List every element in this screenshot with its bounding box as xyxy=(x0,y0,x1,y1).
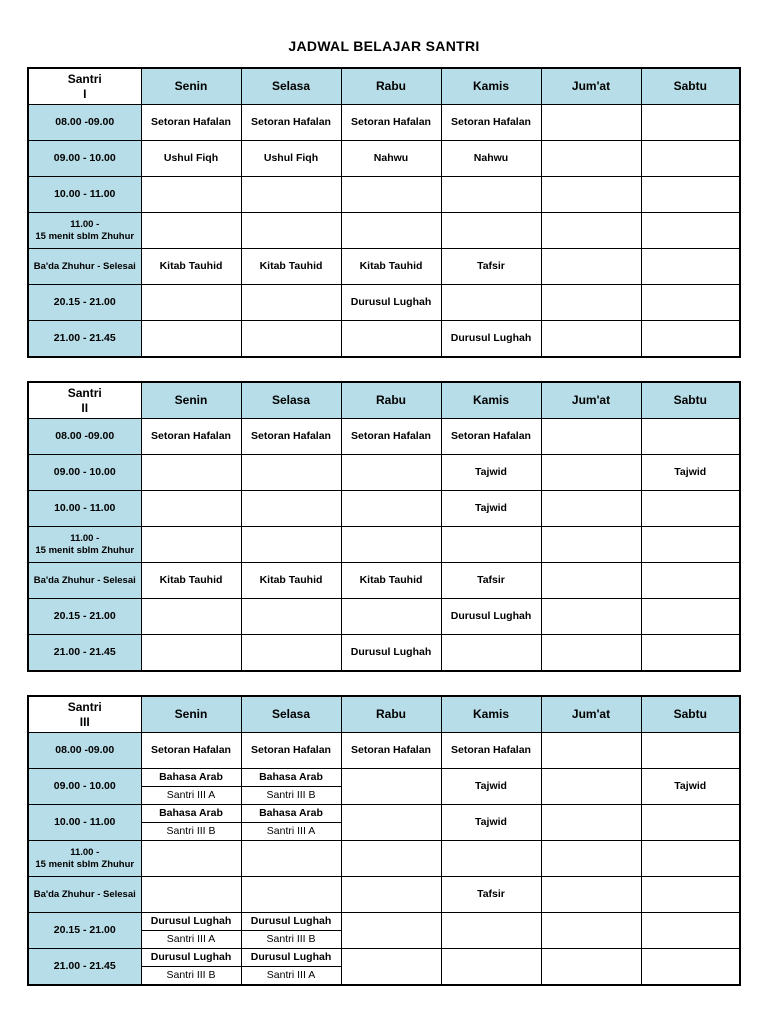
schedule-cell xyxy=(441,527,541,563)
schedule-cell xyxy=(341,913,441,949)
schedule-cell xyxy=(641,733,740,769)
day-header: Rabu xyxy=(341,696,441,733)
schedule-cell: Setoran Hafalan xyxy=(141,419,241,455)
schedule-cell xyxy=(341,321,441,358)
day-header: Sabtu xyxy=(641,696,740,733)
time-cell: Ba'da Zhuhur - Selesai xyxy=(28,249,141,285)
schedule-cell xyxy=(341,949,441,986)
schedule-cell xyxy=(541,805,641,841)
schedule-cell: Kitab Tauhid xyxy=(341,249,441,285)
schedule-cell xyxy=(541,949,641,986)
time-line: 15 menit sblm Zhuhur xyxy=(35,230,135,242)
time-cell xyxy=(28,213,141,249)
time-line: 15 menit sblm Zhuhur xyxy=(35,544,135,556)
schedule-cell xyxy=(241,491,341,527)
schedule-cell xyxy=(641,599,740,635)
schedule-cell: Setoran Hafalan xyxy=(341,105,441,141)
time-cell: 21.00 - 21.45 xyxy=(28,321,141,358)
day-header: Selasa xyxy=(241,382,341,419)
schedule-cell xyxy=(541,285,641,321)
group-label xyxy=(28,382,141,419)
time-cell: 20.15 - 21.00 xyxy=(28,599,141,635)
time-cell: Ba'da Zhuhur - Selesai xyxy=(28,563,141,599)
day-header: Jum'at xyxy=(541,382,641,419)
group-label xyxy=(28,68,141,105)
schedule-table-santri-iii xyxy=(27,695,741,986)
schedule-cell xyxy=(441,841,541,877)
group-roman: II xyxy=(81,400,89,415)
schedule-cell-group: Santri III A xyxy=(241,967,341,986)
schedule-cell xyxy=(541,733,641,769)
schedule-cell xyxy=(341,177,441,213)
schedule-cell: Nahwu xyxy=(441,141,541,177)
schedule-cell: Kitab Tauhid xyxy=(341,563,441,599)
schedule-cell xyxy=(441,177,541,213)
schedule-cell-group: Santri III B xyxy=(141,967,241,986)
schedule-cell: Durusul Lughah xyxy=(441,599,541,635)
schedule-cell: Ushul Fiqh xyxy=(241,141,341,177)
schedule-cell xyxy=(241,321,341,358)
schedule-cell xyxy=(141,455,241,491)
schedule-cell xyxy=(441,913,541,949)
schedule-cell-group: Santri III A xyxy=(141,787,241,805)
time-cell: 20.15 - 21.00 xyxy=(28,913,141,949)
time-cell: 08.00 -09.00 xyxy=(28,733,141,769)
schedule-cell: Ushul Fiqh xyxy=(141,141,241,177)
schedule-cell-group: Santri III A xyxy=(141,931,241,949)
schedule-cell xyxy=(541,491,641,527)
schedule-cell xyxy=(541,213,641,249)
schedule-cell xyxy=(241,527,341,563)
schedule-cell xyxy=(141,877,241,913)
schedule-cell xyxy=(541,177,641,213)
schedule-cell xyxy=(541,527,641,563)
day-header: Senin xyxy=(141,68,241,105)
schedule-cell xyxy=(541,563,641,599)
time-line: 15 menit sblm Zhuhur xyxy=(35,858,135,870)
schedule-cell xyxy=(441,213,541,249)
schedule-cell xyxy=(641,805,740,841)
schedule-cell-subject: Durusul Lughah xyxy=(241,913,341,931)
schedule-cell xyxy=(641,949,740,986)
schedule-cell xyxy=(641,877,740,913)
day-header: Selasa xyxy=(241,696,341,733)
schedule-cell: Tafsir xyxy=(441,877,541,913)
schedule-cell xyxy=(141,841,241,877)
schedule-cell: Tajwid xyxy=(441,805,541,841)
schedule-cell: Setoran Hafalan xyxy=(241,733,341,769)
time-cell: 10.00 - 11.00 xyxy=(28,491,141,527)
schedule-cell xyxy=(541,321,641,358)
day-header: Senin xyxy=(141,382,241,419)
schedule-cell xyxy=(541,105,641,141)
time-line: 11.00 - xyxy=(70,847,100,859)
schedule-cell: Tajwid xyxy=(641,769,740,805)
schedule-cell xyxy=(341,769,441,805)
schedule-cell xyxy=(141,635,241,672)
schedule-cell: Setoran Hafalan xyxy=(441,105,541,141)
schedule-cell: Setoran Hafalan xyxy=(241,419,341,455)
schedule-cell: Setoran Hafalan xyxy=(441,733,541,769)
schedule-cell xyxy=(341,213,441,249)
schedule-cell xyxy=(341,805,441,841)
day-header: Sabtu xyxy=(641,382,740,419)
schedule-cell-subject: Bahasa Arab xyxy=(141,769,241,787)
day-header: Selasa xyxy=(241,68,341,105)
schedule-cell xyxy=(141,491,241,527)
schedule-cell: Tafsir xyxy=(441,563,541,599)
schedule-cell xyxy=(641,841,740,877)
schedule-cell xyxy=(641,491,740,527)
time-cell xyxy=(28,527,141,563)
schedule-cell: Setoran Hafalan xyxy=(341,733,441,769)
time-cell: 08.00 -09.00 xyxy=(28,419,141,455)
schedule-cell xyxy=(641,141,740,177)
schedule-cell xyxy=(541,769,641,805)
schedule-cell xyxy=(641,527,740,563)
page-title: JADWAL BELAJAR SANTRI xyxy=(288,38,480,54)
schedule-cell: Kitab Tauhid xyxy=(241,249,341,285)
schedule-cell: Setoran Hafalan xyxy=(141,105,241,141)
day-header: Kamis xyxy=(441,696,541,733)
time-cell: 10.00 - 11.00 xyxy=(28,177,141,213)
schedule-cell: Kitab Tauhid xyxy=(141,249,241,285)
schedule-cell xyxy=(641,213,740,249)
schedule-cell: Durusul Lughah xyxy=(341,285,441,321)
schedule-cell-subject: Bahasa Arab xyxy=(241,805,341,823)
group-label xyxy=(28,696,141,733)
day-header: Rabu xyxy=(341,382,441,419)
schedule-cell-subject: Durusul Lughah xyxy=(141,949,241,967)
day-header: Rabu xyxy=(341,68,441,105)
schedule-cell-group: Santri III B xyxy=(141,823,241,841)
schedule-cell xyxy=(641,285,740,321)
schedule-cell xyxy=(641,913,740,949)
schedule-cell: Setoran Hafalan xyxy=(341,419,441,455)
schedule-cell xyxy=(641,419,740,455)
schedule-cell: Tafsir xyxy=(441,249,541,285)
day-header: Sabtu xyxy=(641,68,740,105)
schedule-cell xyxy=(241,635,341,672)
day-header: Kamis xyxy=(441,68,541,105)
time-line: 11.00 - xyxy=(70,533,100,545)
schedule-cell xyxy=(341,527,441,563)
schedule-cell xyxy=(441,949,541,986)
schedule-cell xyxy=(241,841,341,877)
schedule-cell-group: Santri III B xyxy=(241,931,341,949)
schedule-cell xyxy=(141,321,241,358)
schedule-cell xyxy=(541,841,641,877)
schedule-cell: Durusul Lughah xyxy=(441,321,541,358)
day-header: Jum'at xyxy=(541,696,641,733)
schedule-cell xyxy=(241,599,341,635)
time-cell: 09.00 - 10.00 xyxy=(28,769,141,805)
time-cell: 09.00 - 10.00 xyxy=(28,455,141,491)
schedule-cell xyxy=(341,841,441,877)
group-roman: I xyxy=(83,86,87,101)
schedule-cell xyxy=(641,177,740,213)
schedule-cell xyxy=(541,913,641,949)
schedule-cell xyxy=(541,249,641,285)
schedule-cell xyxy=(141,213,241,249)
schedule-cell: Nahwu xyxy=(341,141,441,177)
schedule-cell: Setoran Hafalan xyxy=(141,733,241,769)
schedule-cell: Tajwid xyxy=(641,455,740,491)
schedule-cell xyxy=(341,877,441,913)
group-label-text: Santri xyxy=(67,385,102,400)
schedule-cell xyxy=(241,285,341,321)
time-cell: 21.00 - 21.45 xyxy=(28,949,141,986)
schedule-cell: Kitab Tauhid xyxy=(241,563,341,599)
schedule-cell xyxy=(241,177,341,213)
schedule-cell xyxy=(341,599,441,635)
schedule-cell: Setoran Hafalan xyxy=(241,105,341,141)
schedule-cell xyxy=(141,285,241,321)
schedule-cell: Durusul Lughah xyxy=(341,635,441,672)
schedule-cell xyxy=(541,419,641,455)
schedule-table-santri-ii xyxy=(27,381,741,672)
schedule-cell xyxy=(441,635,541,672)
schedule-cell-subject: Bahasa Arab xyxy=(141,805,241,823)
time-cell: 09.00 - 10.00 xyxy=(28,141,141,177)
schedule-cell xyxy=(141,527,241,563)
time-line: 11.00 - xyxy=(70,219,100,231)
schedule-cell-subject: Durusul Lughah xyxy=(141,913,241,931)
day-header: Kamis xyxy=(441,382,541,419)
schedule-cell: Kitab Tauhid xyxy=(141,563,241,599)
schedule-cell xyxy=(541,635,641,672)
schedule-cell xyxy=(241,877,341,913)
schedule-cell xyxy=(641,635,740,672)
group-roman: III xyxy=(79,714,90,729)
time-cell: 10.00 - 11.00 xyxy=(28,805,141,841)
schedule-cell xyxy=(341,491,441,527)
schedule-cell xyxy=(341,455,441,491)
time-cell: 08.00 -09.00 xyxy=(28,105,141,141)
schedule-cell xyxy=(641,105,740,141)
schedule-cell xyxy=(541,455,641,491)
schedule-table-santri-i xyxy=(27,67,741,358)
time-cell: Ba'da Zhuhur - Selesai xyxy=(28,877,141,913)
schedule-cell-subject: Bahasa Arab xyxy=(241,769,341,787)
schedule-cell-subject: Durusul Lughah xyxy=(241,949,341,967)
day-header: Jum'at xyxy=(541,68,641,105)
group-label-text: Santri xyxy=(67,699,102,714)
schedule-cell: Tajwid xyxy=(441,769,541,805)
schedule-cell xyxy=(141,177,241,213)
schedule-cell-group: Santri III A xyxy=(241,823,341,841)
schedule-cell-group: Santri III B xyxy=(241,787,341,805)
schedule-cell: Setoran Hafalan xyxy=(441,419,541,455)
schedule-cell xyxy=(241,455,341,491)
time-cell: 20.15 - 21.00 xyxy=(28,285,141,321)
day-header: Senin xyxy=(141,696,241,733)
schedule-cell xyxy=(541,599,641,635)
schedule-cell xyxy=(541,141,641,177)
schedule-cell xyxy=(241,213,341,249)
schedule-cell xyxy=(441,285,541,321)
schedule-cell xyxy=(641,563,740,599)
schedule-cell xyxy=(641,249,740,285)
schedule-cell xyxy=(641,321,740,358)
time-cell: 21.00 - 21.45 xyxy=(28,635,141,672)
time-cell xyxy=(28,841,141,877)
schedule-cell: Tajwid xyxy=(441,455,541,491)
schedule-cell xyxy=(141,599,241,635)
group-label-text: Santri xyxy=(67,71,102,86)
schedule-cell xyxy=(541,877,641,913)
schedule-cell: Tajwid xyxy=(441,491,541,527)
